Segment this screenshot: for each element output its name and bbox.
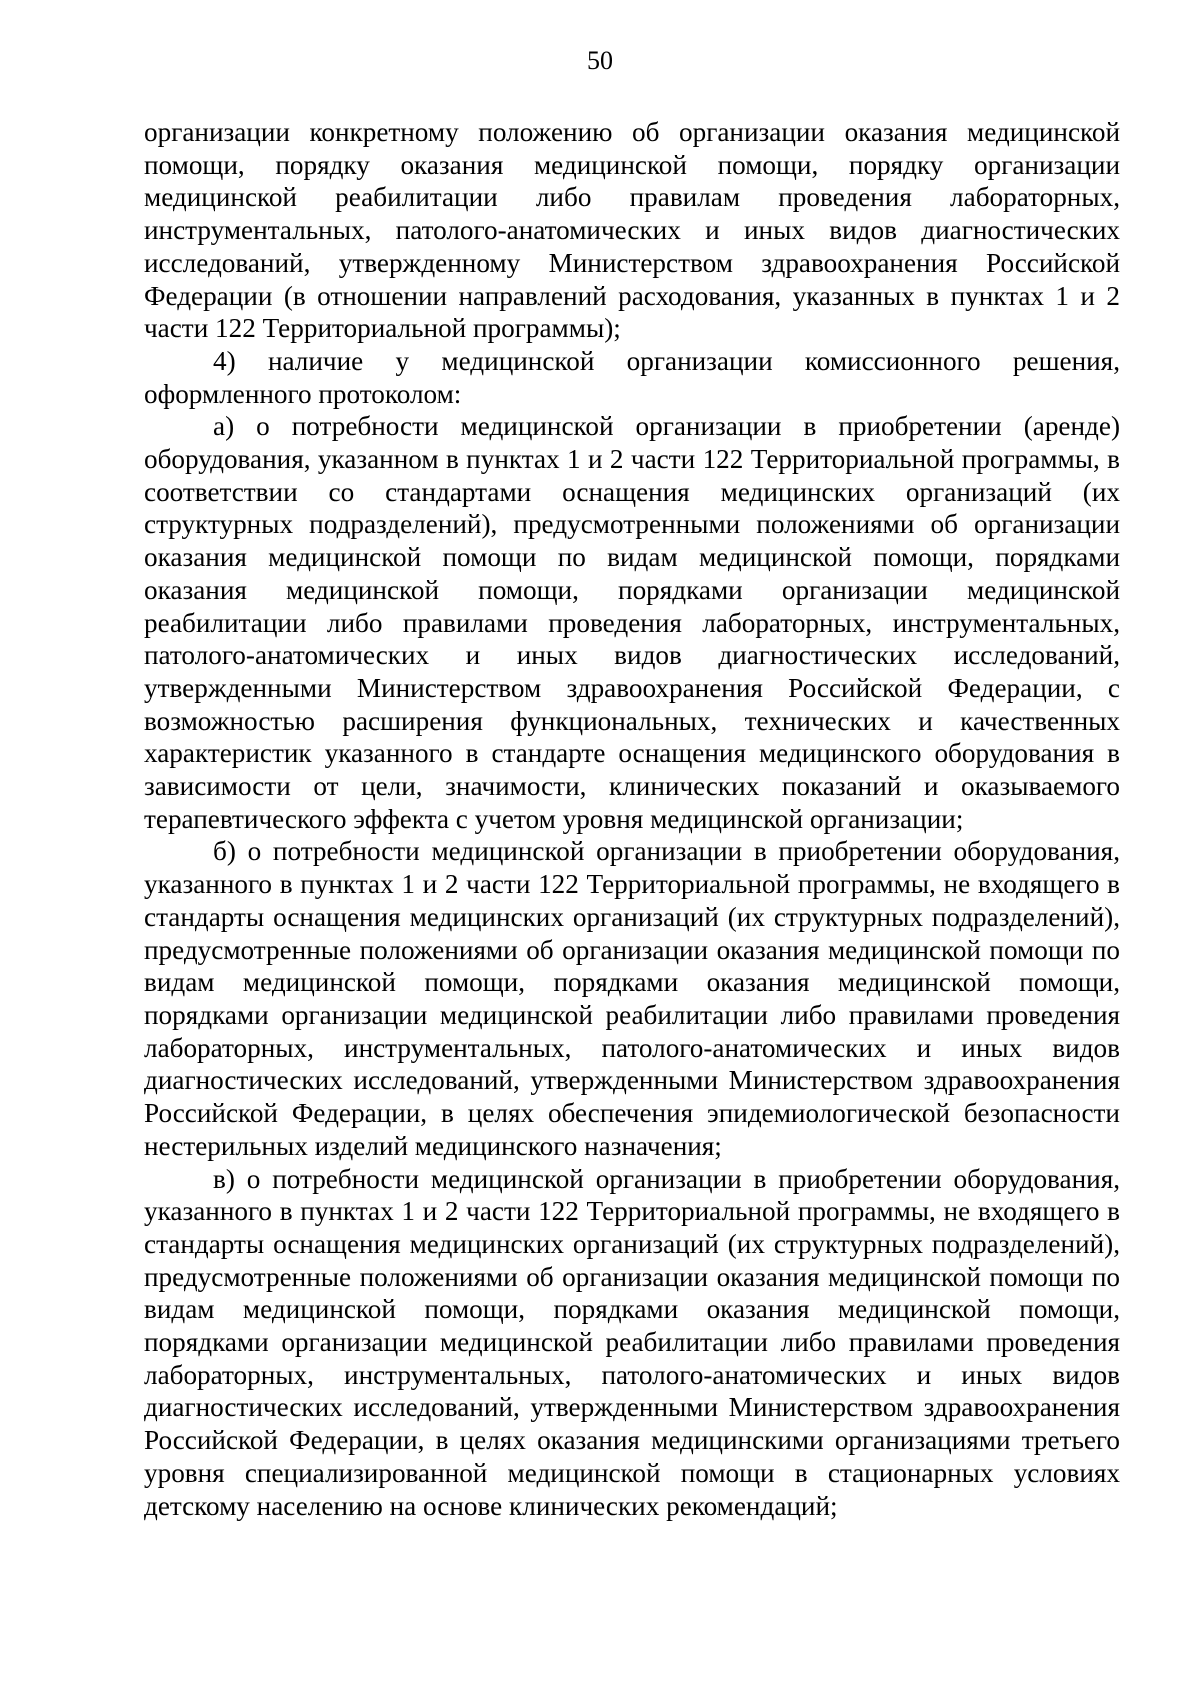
paragraph-subitem-a: а) о потребности медицинской организации в приобретении (аренде) оборудования, указанном в пунктах 1 и 2 части 122 Территориальной программы, в соответствии со стандартами оснащения медицинских организаций (их структурных подразделений), предусмотренными положениями об организации оказания медицинской помощи по видам медицинской помощи, порядками оказания медицинской помощи, порядками организации медицинской реабилитации либо правилами проведения лабораторных, инструментальных, патолого-анатомических и иных видов диагностических исследований, утвержденными Министерством здравоохранения Российской Федерации, с возможностью расширения функциональных, технических и качественных характеристик указанного в стандарте оснащения медицинского оборудования в зависимости от цели, значимости, клинических показаний и оказываемого терапевтического эффекта с учетом уровня медицинской организации;	[144, 411, 1120, 834]
paragraph-item-4: 4) наличие у медицинской организации комиссионного решения, оформленного протоколом:	[144, 345, 1120, 409]
paragraph-subitem-b: б) о потребности медицинской организации в приобретении оборудования, указанного в пунктах 1 и 2 части 122 Территориальной программы, не входящего в стандарты оснащения медицинских организаций (их структурных подразделений), предусмотренные положениями об организации оказания медицинской помощи по видам медицинской помощи, порядками оказания медицинской помощи, порядками организации медицинской реабилитации либо правилами проведения лабораторных, инструментальных, патолого-анатомических и иных видов диагностических исследований, утвержденными Министерством здравоохранения Российской Федерации, в целях обеспечения эпидемиологической безопасности нестерильных изделий медицинского назначения;	[144, 836, 1120, 1161]
paragraph-subitem-v: в) о потребности медицинской организации в приобретении оборудования, указанного в пунктах 1 и 2 части 122 Территориальной программы, не входящего в стандарты оснащения медицинских организаций (их структурных подразделений), предусмотренные положениями об организации оказания медицинской помощи по видам медицинской помощи, порядками оказания медицинской помощи, порядками организации медицинской реабилитации либо правилами проведения лабораторных, инструментальных, патолого-анатомических и иных видов диагностических исследований, утвержденными Министерством здравоохранения Российской Федерации, в целях оказания медицинскими организациями третьего уровня специализированной медицинской помощи в стационарных условиях детскому населению на основе клинических рекомендаций;	[144, 1163, 1120, 1521]
page-number: 50	[587, 46, 613, 75]
document-body	[144, 116, 1120, 1522]
paragraph-continuation: организации конкретному положению об организации оказания медицинской помощи, порядку оказания медицинской помощи, порядку организации медицинской реабилитации либо правилам проведения лабораторных, инструментальных, патолого-анатомических и иных видов диагностических исследований, утвержденному Министерством здравоохранения Российской Федерации (в отношении направлений расходования, указанных в пунктах 1 и 2 части 122 Территориальной программы);	[144, 117, 1120, 344]
